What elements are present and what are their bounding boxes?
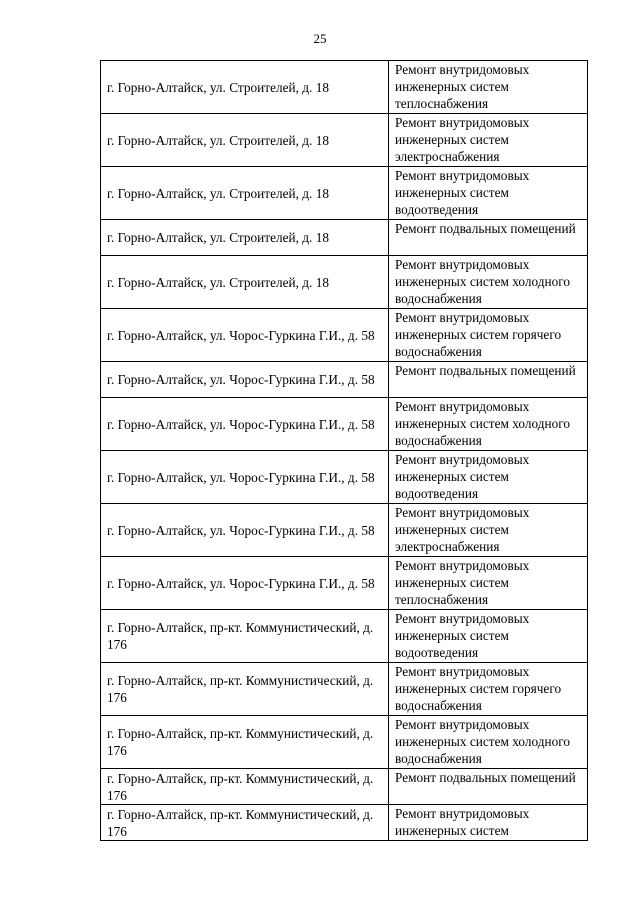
- work-text: Ремонт внутридомовых инженерных систем электроснабжения: [395, 115, 530, 164]
- address-cell: [101, 114, 389, 167]
- work-cell: [389, 504, 588, 557]
- work-text: Ремонт внутридомовых инженерных систем холодного водоснабжения: [395, 399, 571, 448]
- work-cell: [389, 805, 588, 841]
- address-text: г. Горно-Алтайск, ул. Чорос-Гуркина Г.И., д. 58: [107, 469, 375, 485]
- table-row: [101, 362, 588, 398]
- address-text: г. Горно-Алтайск, ул. Чорос-Гуркина Г.И., д. 58: [107, 372, 375, 387]
- work-text: Ремонт подвальных помещений: [395, 221, 576, 236]
- address-cell: [101, 362, 389, 398]
- work-text: Ремонт внутридомовых инженерных систем водоотведения: [395, 168, 530, 217]
- address-text: г. Горно-Алтайск, пр-кт. Коммунистический, д. 176: [107, 806, 374, 839]
- work-text: Ремонт внутридомовых инженерных систем горячего водоснабжения: [395, 664, 562, 713]
- work-text: Ремонт подвальных помещений: [395, 770, 576, 785]
- address-cell: [101, 769, 389, 805]
- address-text: г. Горно-Алтайск, пр-кт. Коммунистический, д. 176: [107, 673, 374, 705]
- table-row: [101, 769, 588, 805]
- address-cell: [101, 167, 389, 220]
- address-text: г. Горно-Алтайск, ул. Строителей, д. 18: [107, 79, 330, 95]
- address-text: г. Горно-Алтайск, ул. Строителей, д. 18: [107, 274, 330, 290]
- table-row: [101, 256, 588, 309]
- address-cell: [101, 398, 389, 451]
- address-cell: [101, 805, 389, 841]
- table-row: [101, 114, 588, 167]
- address-cell: [101, 716, 389, 769]
- work-text: Ремонт внутридомовых инженерных систем электроснабжения: [395, 505, 530, 554]
- address-text: г. Горно-Алтайск, ул. Чорос-Гуркина Г.И., д. 58: [107, 327, 375, 343]
- work-text: Ремонт внутридомовых инженерных систем теплоснабжения: [395, 62, 530, 111]
- work-cell: [389, 114, 588, 167]
- work-text: Ремонт подвальных помещений: [395, 363, 576, 378]
- address-cell: [101, 663, 389, 716]
- work-cell: [389, 220, 588, 256]
- work-cell: [389, 61, 588, 114]
- table-row: [101, 309, 588, 362]
- address-text: г. Горно-Алтайск, ул. Чорос-Гуркина Г.И., д. 58: [107, 416, 375, 432]
- address-cell: [101, 504, 389, 557]
- table-row: [101, 504, 588, 557]
- table-row: [101, 805, 588, 841]
- address-text: г. Горно-Алтайск, ул. Строителей, д. 18: [107, 230, 330, 245]
- work-text: Ремонт внутридомовых инженерных систем горячего водоснабжения: [395, 310, 562, 359]
- table-row: [101, 716, 588, 769]
- work-cell: [389, 362, 588, 398]
- address-text: г. Горно-Алтайск, пр-кт. Коммунистический, д. 176: [107, 770, 374, 803]
- works-table-body: [101, 61, 588, 841]
- address-cell: [101, 610, 389, 663]
- address-cell: [101, 61, 389, 114]
- table-row: [101, 610, 588, 663]
- work-cell: [389, 309, 588, 362]
- table-row: [101, 557, 588, 610]
- address-text: г. Горно-Алтайск, пр-кт. Коммунистический, д. 176: [107, 726, 374, 758]
- work-cell: [389, 663, 588, 716]
- table-row: [101, 61, 588, 114]
- address-cell: [101, 309, 389, 362]
- work-text: Ремонт внутридомовых инженерных систем: [395, 806, 530, 838]
- table-row: [101, 451, 588, 504]
- work-text: Ремонт внутридомовых инженерных систем теплоснабжения: [395, 558, 530, 607]
- work-cell: [389, 398, 588, 451]
- address-text: г. Горно-Алтайск, ул. Строителей, д. 18: [107, 185, 330, 201]
- address-text: г. Горно-Алтайск, пр-кт. Коммунистический, д. 176: [107, 620, 374, 652]
- work-cell: [389, 769, 588, 805]
- address-cell: [101, 220, 389, 256]
- work-cell: [389, 716, 588, 769]
- page-number: 25: [313, 31, 327, 46]
- table-row: [101, 167, 588, 220]
- address-text: г. Горно-Алтайск, ул. Чорос-Гуркина Г.И., д. 58: [107, 522, 375, 538]
- table-row: [101, 220, 588, 256]
- work-text: Ремонт внутридомовых инженерных систем водоотведения: [395, 611, 530, 660]
- work-cell: [389, 167, 588, 220]
- address-cell: [101, 256, 389, 309]
- address-cell: [101, 451, 389, 504]
- table-row: [101, 398, 588, 451]
- work-text: Ремонт внутридомовых инженерных систем водоотведения: [395, 452, 530, 501]
- works-table: [100, 60, 588, 841]
- work-text: Ремонт внутридомовых инженерных систем холодного водоснабжения: [395, 257, 571, 306]
- work-cell: [389, 256, 588, 309]
- work-cell: [389, 557, 588, 610]
- address-cell: [101, 557, 389, 610]
- address-text: г. Горно-Алтайск, ул. Чорос-Гуркина Г.И., д. 58: [107, 575, 375, 591]
- table-row: [101, 663, 588, 716]
- work-cell: [389, 610, 588, 663]
- work-text: Ремонт внутридомовых инженерных систем холодного водоснабжения: [395, 717, 571, 766]
- work-cell: [389, 451, 588, 504]
- address-text: г. Горно-Алтайск, ул. Строителей, д. 18: [107, 132, 330, 148]
